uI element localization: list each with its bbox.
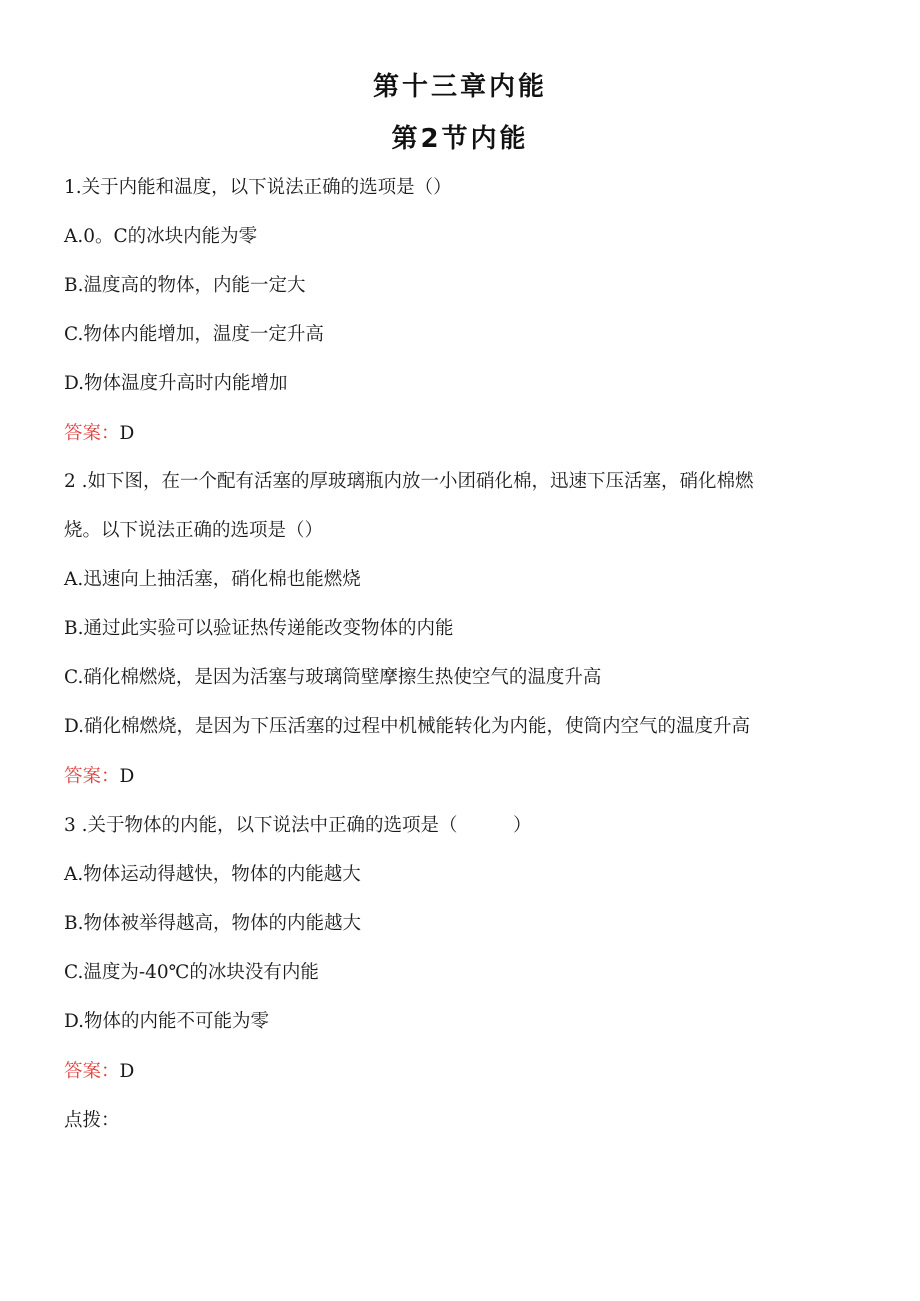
question-2-answer xyxy=(64,765,134,789)
hint-label: 点拨： xyxy=(64,1110,120,1131)
question-1-option-c: C.物体内能增加，温度一定升高 xyxy=(64,324,324,345)
answer-value: D xyxy=(119,1061,135,1082)
question-3-option-c: C.温度为-40℃的冰块没有内能 xyxy=(64,962,319,983)
question-3-stem: 3 .关于物体的内能，以下说法中正确的选项是（ ） xyxy=(64,815,532,836)
question-1-stem: 1.关于内能和温度，以下说法正确的选项是（） xyxy=(64,177,452,198)
question-2-option-c: C.硝化棉燃烧，是因为活塞与玻璃筒壁摩擦生热使空气的温度升高 xyxy=(64,667,602,688)
question-2-stem-line-1: 2 .如下图，在一个配有活塞的厚玻璃瓶内放一小团硝化棉，迅速下压活塞，硝化棉燃 xyxy=(64,471,754,492)
question-3-option-a: A.物体运动得越快，物体的内能越大 xyxy=(64,864,361,885)
question-3-answer xyxy=(64,1060,134,1084)
answer-value: D xyxy=(119,766,135,787)
question-1-option-b: B.温度高的物体，内能一定大 xyxy=(64,275,306,296)
question-3-option-d: D.物体的内能不可能为零 xyxy=(64,1011,270,1032)
answer-value: D xyxy=(119,423,135,444)
question-1-answer xyxy=(64,422,134,446)
question-2-option-a: A.迅速向上抽活塞，硝化棉也能燃烧 xyxy=(64,569,361,590)
answer-label: 答案： xyxy=(64,766,120,787)
question-3-option-b: B.物体被举得越高，物体的内能越大 xyxy=(64,913,361,934)
question-1-option-a: A.0。C的冰块内能为零 xyxy=(64,226,258,247)
answer-label: 答案： xyxy=(64,1061,120,1082)
question-2-stem-line-2: 烧。以下说法正确的选项是（） xyxy=(64,520,324,541)
question-2-option-d: D.硝化棉燃烧，是因为下压活塞的过程中机械能转化为内能，使筒内空气的温度升高 xyxy=(64,716,751,737)
chapter-title: 第十三章内能 xyxy=(372,72,547,102)
section-title: 第2节内能 xyxy=(391,124,529,154)
answer-label: 答案： xyxy=(64,423,120,444)
question-1-option-d: D.物体温度升高时内能增加 xyxy=(64,373,288,394)
question-2-option-b: B.通过此实验可以验证热传递能改变物体的内能 xyxy=(64,618,454,639)
